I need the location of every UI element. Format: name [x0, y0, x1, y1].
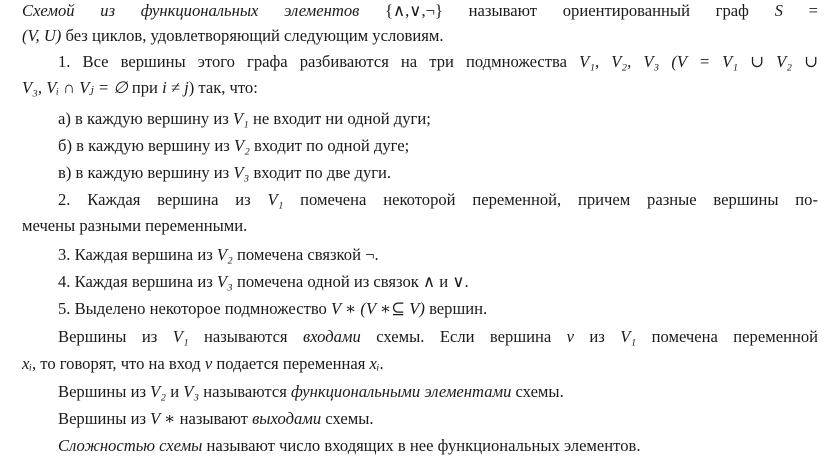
intro-line-2 [22, 25, 444, 47]
cond5-line [58, 298, 487, 320]
cond1-union-start: (V = V₁ ∪ V₂ ∪ [659, 52, 818, 71]
cond4-text: 4. Каждая вершина из [58, 272, 217, 291]
func-mid: называются [199, 382, 292, 401]
cond1-text: 1. Все вершины этого графа разбиваются на три подмножества [58, 52, 580, 71]
outputs-tail: схемы. [321, 409, 374, 428]
cond1-tail: ) так, что: [188, 78, 258, 97]
inputs-line2-text: , то говорят, что на вход [32, 354, 205, 373]
cond1a-set: V₁ [232, 109, 249, 128]
cond3-line [58, 244, 379, 266]
inputs-tail: схемы. Если вершина [360, 327, 567, 346]
cond2-text: 2. Каждая вершина из [58, 190, 268, 209]
cond5-set: V ∗ [331, 299, 357, 318]
inputs-text: Вершины из [58, 327, 173, 346]
cond1-line-2 [22, 77, 258, 99]
cond5-tail: вершин. [424, 299, 488, 318]
cond2-tail: помечена некоторой переменной, причем разные вершины по- [283, 190, 818, 209]
cond1-sets: V₁, V₂, V₃ [579, 52, 660, 71]
cond1-line-1 [58, 51, 818, 73]
cond1-union-end: V₃, Vᵢ ∩ Vⱼ = ∅ [22, 78, 128, 97]
outputs-set: V ∗ [150, 409, 176, 428]
intro-line-1 [22, 0, 818, 22]
term-scheme: Схемой из функциональных элементов [22, 1, 360, 20]
inputs-mid: называются [188, 327, 303, 346]
cond4-set: V₃ [216, 272, 233, 291]
outputs-text: Вершины из [58, 409, 151, 428]
func-and: и [166, 382, 184, 401]
cond1a-text: а) в каждую вершину из [58, 109, 233, 128]
inputs-line2-end: . [379, 354, 384, 373]
intro-eq: = [782, 1, 819, 20]
inputs-line-2 [22, 353, 384, 375]
cond5-paren: (V ∗⊆ V) [356, 299, 425, 318]
inputs-line2-v: v [204, 354, 213, 373]
cond3-tail: помечена связкой ¬. [232, 245, 379, 264]
term-complexity: Сложностью схемы [58, 436, 203, 455]
cond1b-line [58, 135, 409, 157]
inputs-set: V₁ [172, 327, 189, 346]
term-functional-elements: функциональными элементами [291, 382, 512, 401]
func-set2: V₃ [183, 382, 200, 401]
cond1c-set: V₃ [233, 163, 250, 182]
cond2-set: V₁ [267, 190, 284, 209]
intro-text: {∧,∨,¬} называют ориентированный граф [359, 1, 775, 20]
outputs-mid: называют [179, 409, 253, 428]
graph-name: S [774, 1, 783, 20]
cond2-line-2 [22, 215, 247, 237]
cond3-set: V₂ [216, 245, 233, 264]
inputs-var2: xᵢ [369, 354, 380, 373]
cond2-line2: мечены разными переменными. [22, 216, 248, 235]
cond4-line [58, 271, 469, 293]
cond1c-text: в) в каждую вершину из [58, 163, 234, 182]
intro-rest: без циклов, удовлетворяющий следующим условиям. [61, 26, 444, 45]
func-text: Вершины из [58, 382, 151, 401]
cond1b-text: б) в каждую вершину из [58, 136, 234, 155]
inputs-line2-tail: подается переменная [212, 354, 370, 373]
inputs-line-1 [58, 326, 818, 348]
cond1a-tail: не входит ни одной дуги; [248, 109, 431, 128]
func-tail: схемы. [511, 382, 564, 401]
func-line [58, 381, 564, 403]
cond1a-line [58, 108, 431, 130]
complexity-tail: называют число входящих в нее функциональных элементов. [202, 436, 641, 455]
outputs-line [58, 408, 374, 430]
cond1b-tail: входит по одной дуге; [249, 136, 410, 155]
inputs-var: xᵢ [22, 354, 32, 373]
func-set1: V₂ [150, 382, 167, 401]
cond1-cond: i ≠ j [162, 78, 189, 97]
inputs-v: v [566, 327, 575, 346]
cond1c-tail: входит по две дуги. [249, 163, 392, 182]
cond1-when: при [127, 78, 163, 97]
inputs-from: из [574, 327, 621, 346]
cond1c-line [58, 162, 391, 184]
cond2-line-1 [58, 189, 818, 211]
cond5-text: 5. Выделено некоторое подмножество [58, 299, 331, 318]
cond1b-set: V₂ [234, 136, 250, 155]
graph-tuple: (V, U) [22, 26, 62, 45]
inputs-tail2: помечена переменной [636, 327, 819, 346]
cond3-text: 3. Каждая вершина из [58, 245, 217, 264]
complexity-line [58, 435, 641, 457]
term-outputs: выходами [252, 409, 322, 428]
term-inputs: входами [303, 327, 361, 346]
inputs-set2: V₁ [620, 327, 637, 346]
cond4-tail: помечена одной из связок ∧ и ∨. [232, 272, 469, 291]
